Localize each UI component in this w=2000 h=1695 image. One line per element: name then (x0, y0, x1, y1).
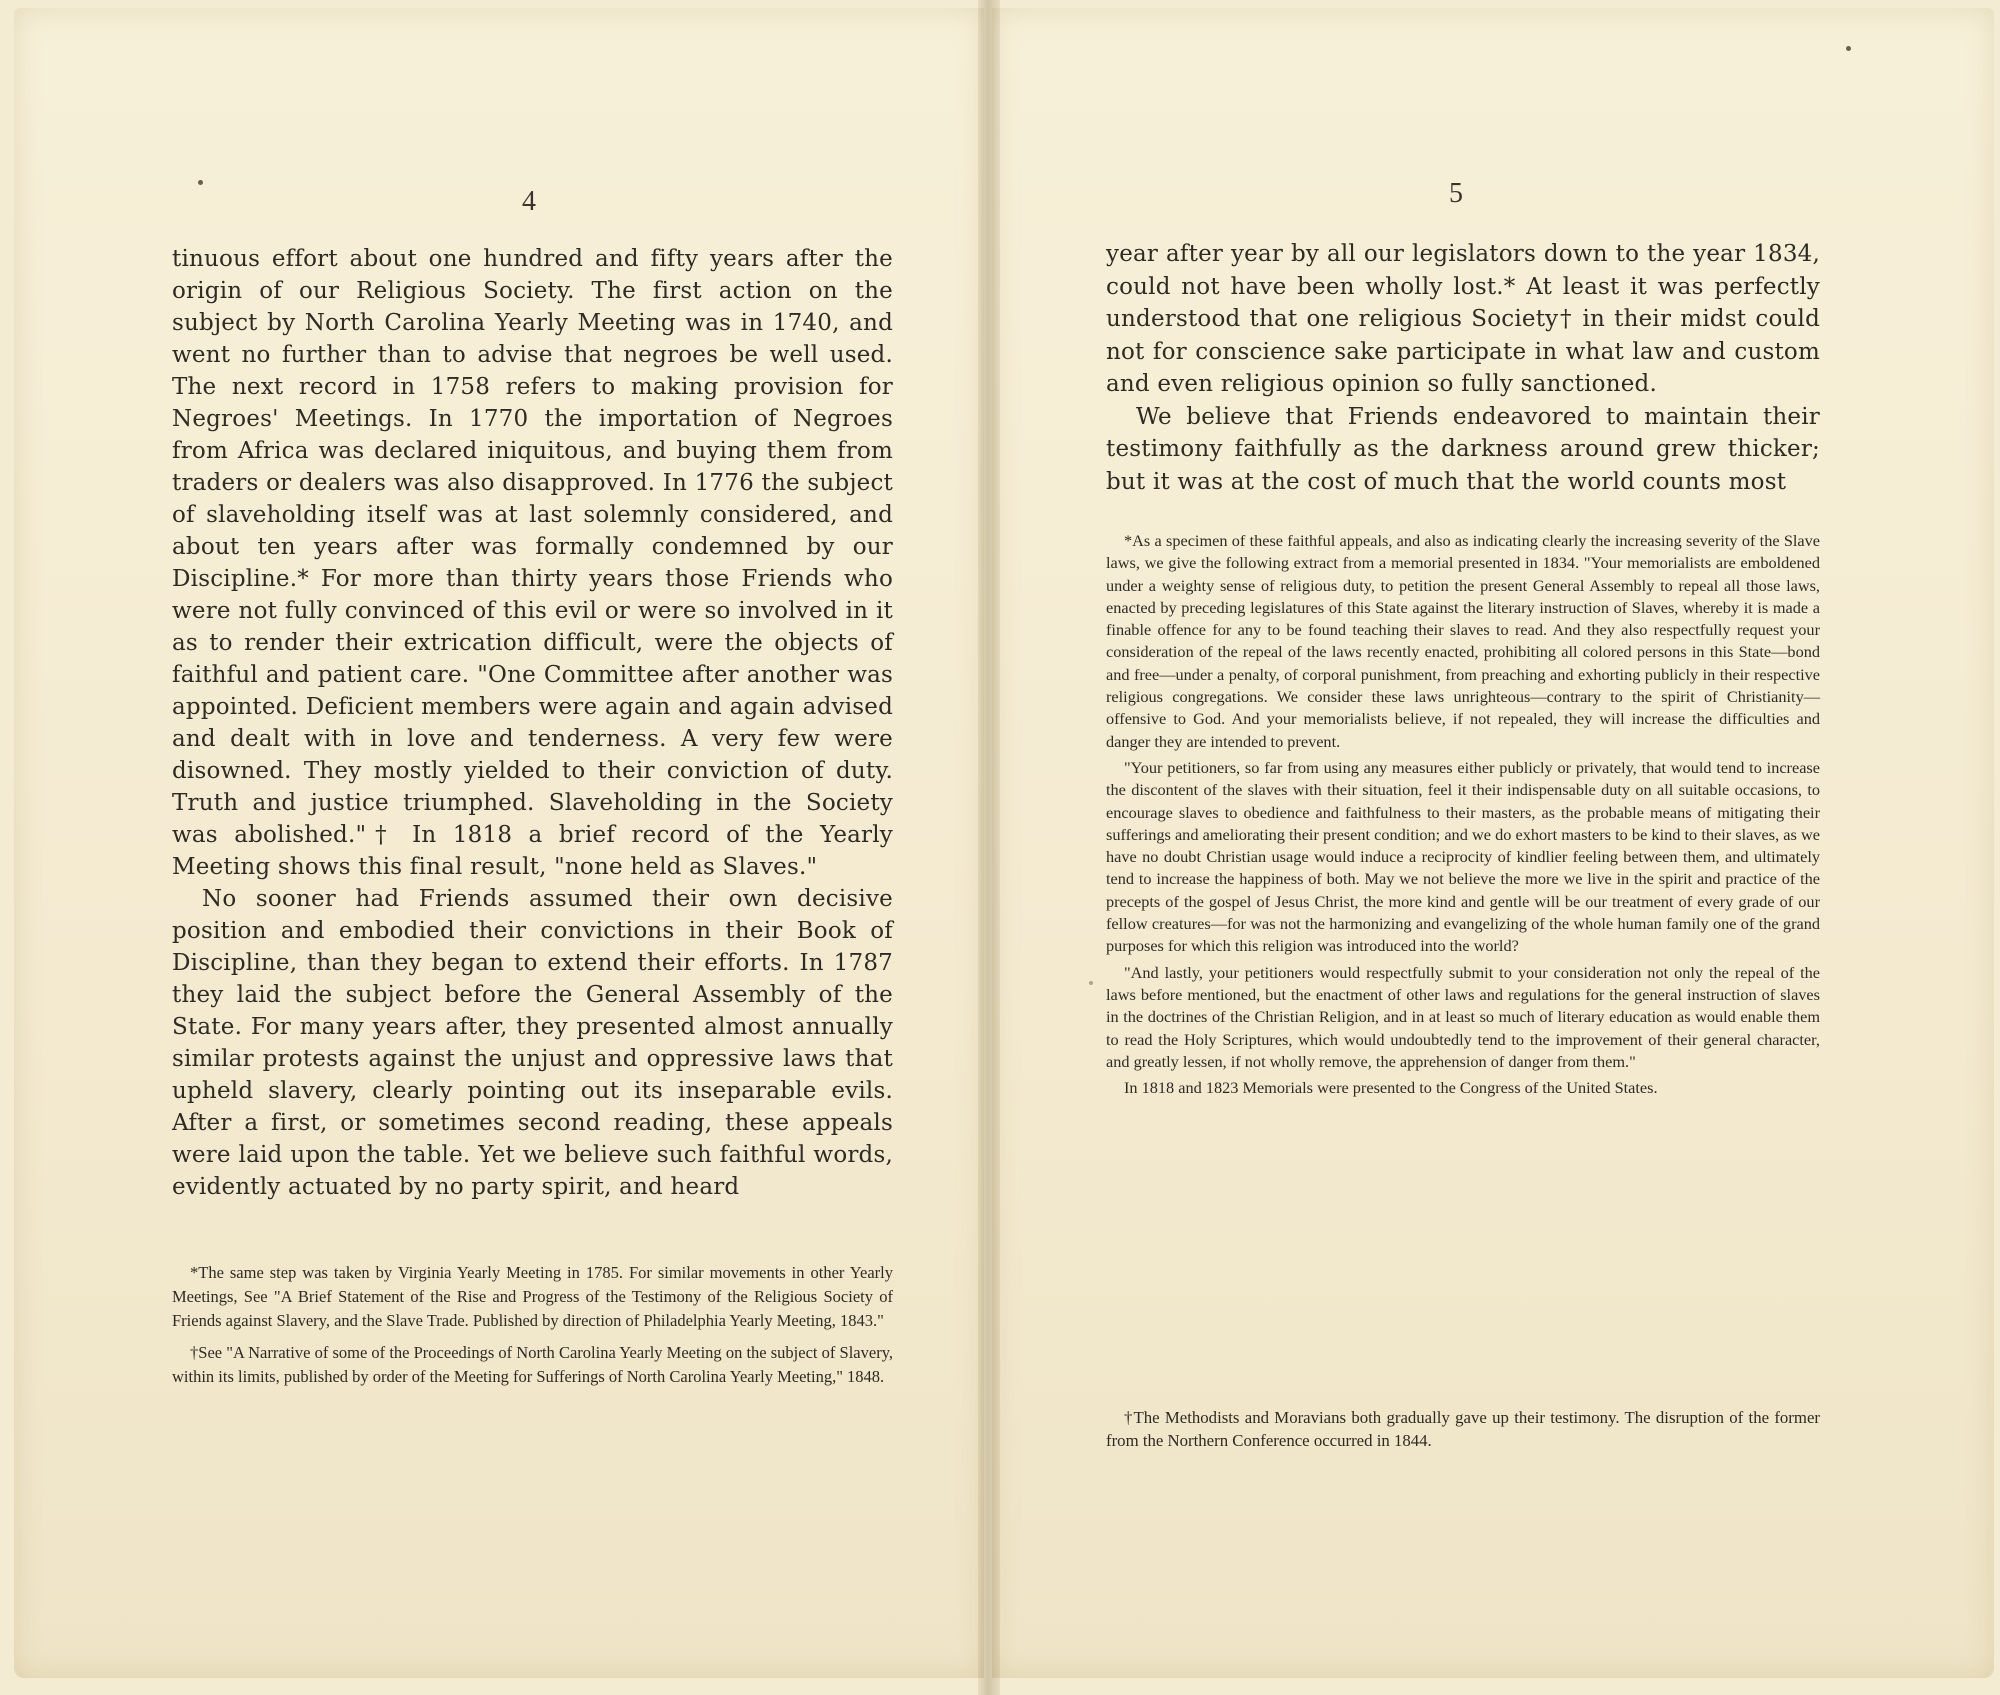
right-footnote-para-1: *As a specimen of these faithful appeals, and also as indicating clearly the increasing severity of the Slave laws, we give the following extract from a memorial presented in 1834. "Your memorialists are emboldened under a weighty sense of religious duty, to petition the present General Assembly to repeal all those laws, enacted by preceding legislatures of this State against the literary instruction of Slaves, whereby it is made a finable offence for any to be found teaching their slaves to read. And they also respectfully request your consideration of the repeal of the laws recently enacted, prohibiting all colored persons in this State—bond and free—under a penalty, of corporal punishment, from preaching and exhorting publicly in their respective religious congregations. We consider these laws unrighteous—contrary to the spirit of Christianity—offensive to God. And your memorialists believe, if not repealed, they will increase the difficulties and danger they are intended to prevent. (1106, 531, 1820, 751)
left-paragraph-1: tinuous effort about one hundred and fifty years after the origin of our Religious Society. The first action on the subject by North Carolina Yearly Meeting was in 1740, and went no further than to advise that negroes be well used. The next record in 1758 refers to making provision for Negroes' Meetings. In 1770 the importation of Negroes from Africa was declared iniquitous, and buying them from traders or dealers was also disapproved. In 1776 the subject of slaveholding itself was at last solemnly considered, and about ten years after was formally condemned by our Discipline.* For more than thirty years those Friends who were not fully convinced of this evil or were so involved in it as to render their extrication difficult, were the objects of faithful and patient care. "One Committee after another was appointed. Deficient members were again and again advised and dealt with in love and tenderness. A very few were disowned. They mostly yielded to their conviction of duty. Truth and justice triumphed. Slaveholding in the Society was abolished."† In 1818 a brief record of the Yearly Meeting shows this final result, "none held as Slaves." (172, 246, 893, 880)
right-footnote-para-2: "Your petitioners, so far from using any measures either publicly or privately, that would tend to increase the discontent of the slaves with their situation, feel it their indispensable duty on all suitable occasions, to encourage slaves to obedience and faithfulness to their masters, as the probable means of mitigating their sufferings and ameliorating their present condition; and we do exhort masters to be kind to their slaves, as we have no doubt Christian usage would induce a reciprocity of kindlier feeling between them, and ultimately tend to increase the happiness of both. May we not believe the more we live in the spirit and practice of the precepts of the gospel of Jesus Christ, the more kind and gentle will be our treatment of every grade of our fellow creatures—for was not the harmonizing and evangelizing of the whole human family one of the grand purposes for which this religion was introduced into the world? (1106, 757, 1820, 956)
right-footnote-dagger-text: †The Methodists and Moravians both gradually gave up their testimony. The disruption of the former from the Northern Conference occurred in 1844. (1106, 1408, 1820, 1450)
paper-speck (1089, 981, 1093, 985)
right-footnote-para-4: In 1818 and 1823 Memorials were presented to the Congress of the United States. (1124, 1078, 1658, 1098)
book-gutter (978, 0, 1000, 1695)
left-footnote-1: *The same step was taken by Virginia Yearly Meeting in 1785. For similar movements in other Yearly Meetings, See "A Brief Statement of the Rise and Progress of the Testimony of the Religious Society of Friends against Slavery, and the Slave Trade. Published by direction of Philadelphia Yearly Meeting, 1843." (172, 1263, 893, 1330)
right-footnote-dagger (1106, 1406, 1820, 1452)
left-footnote-2: †See "A Narrative of some of the Proceedings of North Carolina Yearly Meeting on the subject of Slavery, within its limits, published by order of the Meeting for Sufferings of North Carolina Yearly Meeting," 1848. (172, 1343, 893, 1386)
paper-speck (1846, 46, 1851, 51)
page-number-right: 5 (1449, 178, 1463, 209)
right-body-text (1106, 238, 1820, 498)
right-footnote-memorial (1106, 530, 1820, 1103)
right-paragraph-1: year after year by all our legislators down to the year 1834, could not have been wholly lost.* At least it was perfectly understood that one religious Society† in their midst could not for conscience sake participate in what law and custom and even religious opinion so fully sanctioned. (1106, 241, 1820, 397)
right-paragraph-2: We believe that Friends endeavored to maintain their testimony faithfully as the darkness around grew thicker; but it was at the cost of much that the world counts most (1106, 403, 1820, 495)
page-number-left: 4 (522, 186, 536, 217)
left-body-text (172, 243, 893, 1203)
left-footnotes (172, 1261, 893, 1397)
paper-speck (198, 180, 203, 185)
right-page (992, 8, 1994, 1678)
left-page (14, 8, 984, 1678)
right-footnote-para-3: "And lastly, your petitioners would respectfully submit to your consideration not only the repeal of the laws before mentioned, but the enactment of other laws and regulations for the general instruction of slaves in the doctrines of the Christian Religion, and in at least so much of literary education as would enable them to read the Holy Scriptures, which would undoubtedly tend to the improvement of their general character, and greatly lessen, if not wholly remove, the apprehension of danger from them." (1106, 962, 1820, 1071)
left-paragraph-2: No sooner had Friends assumed their own decisive position and embodied their convictions in their Book of Discipline, than they began to extend their efforts. In 1787 they laid the subject before the General Assembly of the State. For many years after, they presented almost annually similar protests against the unjust and oppressive laws that upheld slavery, clearly pointing out its inseparable evils. After a first, or sometimes second reading, these appeals were laid upon the table. Yet we believe such faithful words, evidently actuated by no party spirit, and heard (172, 886, 893, 1200)
